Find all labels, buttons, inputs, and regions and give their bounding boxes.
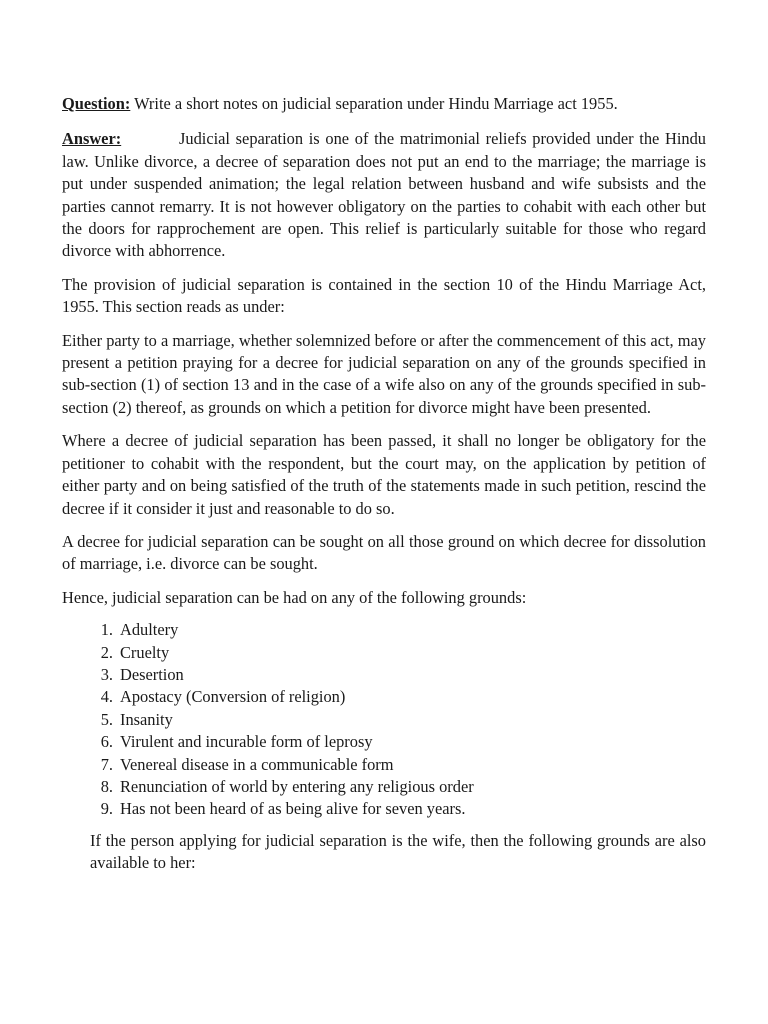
list-item	[100, 798, 706, 820]
list-item-text: Adultery	[120, 620, 179, 640]
list-item-text: Cruelty	[120, 642, 170, 662]
list-item	[100, 664, 706, 686]
decree-sought-paragraph: A decree for judicial separation can be sought on all those ground on which decree for dissolution of marriage, i.e. divorce can be sought.	[62, 531, 706, 574]
list-item-text: Insanity	[120, 709, 173, 729]
hence-paragraph: Hence, judicial separation can be had on any of the following grounds:	[62, 587, 527, 607]
list-item	[100, 754, 706, 776]
where-decree-paragraph: Where a decree of judicial separation has been passed, it shall no longer be obligatory for the petitioner to cohabit with the respondent, but the court may, on the application by petition of either party and on being satisfied of the truth of the statements made in such petition, rescind the decree if it consider it just and reasonable to do so.	[62, 431, 706, 518]
list-item	[100, 619, 706, 641]
grounds-list	[62, 619, 706, 821]
list-item-number: 1.	[100, 620, 113, 640]
either-party-paragraph: Either party to a marriage, whether solemnized before or after the commencement of this act, may present a petition praying for a decree for judicial separation on any of the grounds specified in sub-section (1) of section 13 and in the case of a wife also on any of the grounds specified in sub-section (2) thereof, as grounds on which a petition for divorce might have been presented.	[62, 330, 706, 417]
list-item-number: 9.	[100, 799, 113, 819]
list-item-text: Has not been heard of as being alive for seven years.	[120, 799, 466, 819]
list-item	[100, 731, 706, 753]
list-item-text: Desertion	[120, 664, 184, 684]
list-item-text: Renunciation of world by entering any religious order	[120, 776, 474, 796]
list-item-number: 6.	[100, 732, 113, 752]
list-item-number: 3.	[100, 664, 113, 684]
list-item-number: 2.	[100, 642, 113, 662]
list-item	[100, 709, 706, 731]
provision-paragraph: The provision of judicial separation is contained in the section 10 of the Hindu Marriage Act, 1955. This section reads as under:	[62, 274, 706, 317]
list-item	[100, 686, 706, 708]
list-item-number: 8.	[100, 776, 113, 796]
question-label: Question:	[62, 94, 131, 113]
question-text: Write a short notes on judicial separation under Hindu Marriage act 1955.	[130, 94, 618, 113]
answer-label: Answer:	[62, 129, 122, 149]
list-item-text: Virulent and incurable form of leprosy	[120, 732, 373, 752]
question-paragraph	[62, 93, 706, 115]
list-item	[100, 776, 706, 798]
list-item-number: 5.	[100, 709, 113, 729]
list-item-text: Apostacy (Conversion of religion)	[120, 687, 346, 707]
answer-paragraph	[62, 128, 706, 262]
list-item	[100, 642, 706, 664]
list-item-text: Venereal disease in a communicable form	[120, 754, 394, 774]
answer-text: Judicial separation is one of the matrimonial reliefs provided under the Hindu law. Unlike divorce, a decree of separation does not put an end to the marriage; the marriage is put under suspended animation; the legal relation between husband and wife subsists and the parties cannot remarry. It is not however obligatory on the parties to cohabit with each other but the doors for rapprochement are open. This relief is particularly suitable for those who regard divorce with abhorrence.	[62, 129, 706, 261]
list-item-number: 7.	[100, 754, 113, 774]
list-item-number: 4.	[100, 687, 113, 707]
wife-grounds-paragraph: If the person applying for judicial separation is the wife, then the following grounds are also available to her:	[90, 830, 706, 873]
